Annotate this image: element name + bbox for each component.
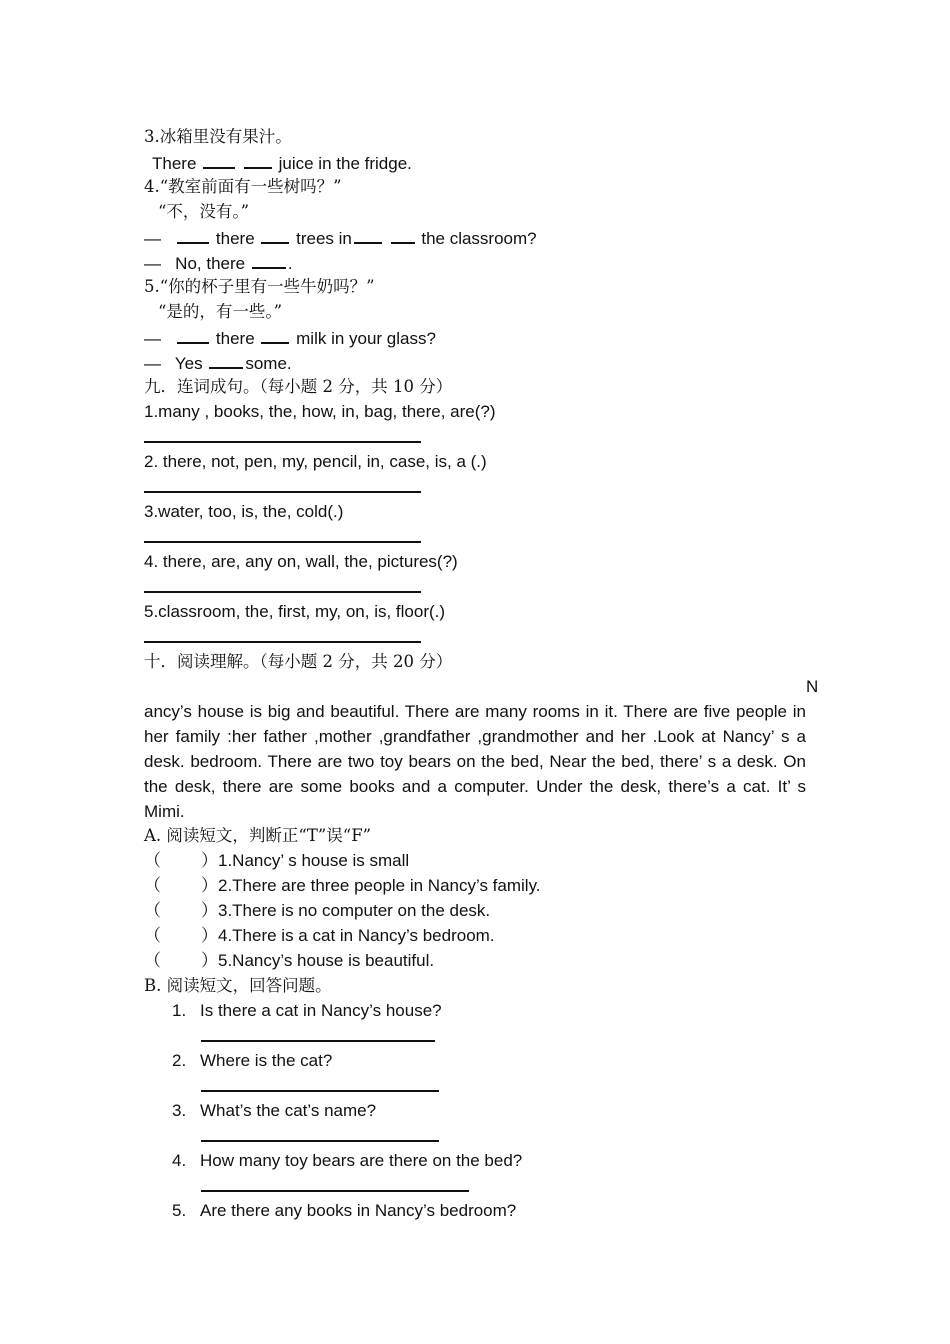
section9-title: 九．连词成句。（每小题 2 分，共 10 分） bbox=[144, 377, 453, 396]
q5-text-there: there bbox=[215, 329, 255, 348]
answer-line[interactable] bbox=[144, 591, 421, 593]
partB-question-4 bbox=[172, 1148, 522, 1173]
answer-line[interactable] bbox=[201, 1040, 435, 1042]
answer-paren-close: ） bbox=[201, 876, 218, 895]
question-number: 3. bbox=[172, 1101, 187, 1120]
answer-line[interactable] bbox=[144, 541, 421, 543]
question-text: Is there a cat in Nancy’s house? bbox=[200, 1001, 442, 1020]
section9-item-4: 4. there, are, any on, wall, the, pictures(?) bbox=[144, 552, 458, 571]
q5-chinese-reply: “是的，有一些。” bbox=[158, 302, 283, 321]
answer-paren-open: （ bbox=[144, 876, 161, 895]
partB-question-2 bbox=[172, 1048, 332, 1073]
q3-chinese: 3.冰箱里没有果汁。 bbox=[144, 127, 292, 146]
q4-chinese: 4.“教室前面有一些树吗？” bbox=[144, 177, 342, 196]
section9-item-2: 2. there, not, pen, my, pencil, in, case, is, a (.) bbox=[144, 452, 487, 471]
question-text: Are there any books in Nancy’s bedroom? bbox=[200, 1201, 517, 1220]
section10-title: 十．阅读理解。（每小题 2 分，共 20 分） bbox=[144, 652, 453, 671]
question-number: 5. bbox=[172, 1201, 187, 1220]
answer-blank[interactable] bbox=[244, 149, 272, 169]
answer-blank[interactable] bbox=[252, 249, 286, 269]
answer-paren-open: （ bbox=[144, 926, 161, 945]
partA-item-2 bbox=[144, 873, 541, 898]
q5-yes-end: some. bbox=[245, 354, 292, 373]
answer-line[interactable] bbox=[144, 441, 421, 443]
answer-line[interactable] bbox=[201, 1090, 439, 1092]
partB-title: B. 阅读短文，回答问题。 bbox=[144, 976, 332, 995]
statement-text: 4.There is a cat in Nancy’s bedroom. bbox=[218, 926, 495, 945]
answer-line[interactable] bbox=[144, 641, 421, 643]
q4-no-line bbox=[144, 249, 293, 276]
answer-line[interactable] bbox=[201, 1140, 439, 1142]
partB-question-5 bbox=[172, 1198, 516, 1223]
q4-no-text: No, there bbox=[175, 254, 246, 273]
answer-blank[interactable] bbox=[391, 224, 415, 244]
answer-blank[interactable] bbox=[209, 349, 243, 369]
answer-paren-close: ） bbox=[201, 951, 218, 970]
answer-line[interactable] bbox=[144, 491, 421, 493]
question-number: 4. bbox=[172, 1151, 187, 1170]
answer-paren-open: （ bbox=[144, 901, 161, 920]
answer-blank[interactable] bbox=[261, 324, 289, 344]
q4-text-end: the classroom? bbox=[421, 229, 537, 248]
q4-english bbox=[144, 224, 537, 251]
reading-passage: ancy’s house is big and beautiful. There are many rooms in it. There are five people in her family :her father ,mother ,grandfather ,grandmother and her .Look at Nancy’ s a desk. bedroom. There are two toy bears on the bed, Near the bed, there’ s a desk. On the desk, there are some books and a computer. Under the desk, there’s a cat. It’ s Mimi. bbox=[144, 702, 806, 821]
partA-item-5 bbox=[144, 948, 434, 973]
q5-text-end: milk in your glass? bbox=[296, 329, 436, 348]
q4-text-trees: trees in bbox=[296, 229, 352, 248]
statement-text: 2.There are three people in Nancy’s family. bbox=[218, 876, 541, 895]
answer-blank[interactable] bbox=[177, 324, 209, 344]
answer-blank[interactable] bbox=[354, 224, 382, 244]
question-text: What’s the cat’s name? bbox=[200, 1101, 377, 1120]
question-text: How many toy bears are there on the bed? bbox=[200, 1151, 523, 1170]
statement-text: 1.Nancy’ s house is small bbox=[218, 851, 410, 870]
dash-mark: — bbox=[144, 254, 161, 273]
answer-paren-open: （ bbox=[144, 851, 161, 870]
question-number: 2. bbox=[172, 1051, 187, 1070]
answer-blank[interactable] bbox=[261, 224, 289, 244]
partA-title: A. 阅读短文，判断正“T”误“F” bbox=[144, 826, 372, 845]
q5-yes-text: Yes bbox=[174, 354, 203, 373]
q4-text-there: there bbox=[215, 229, 255, 248]
answer-paren-close: ） bbox=[201, 926, 218, 945]
partB-question-3 bbox=[172, 1098, 376, 1123]
statement-text: 5.Nancy’s house is beautiful. bbox=[218, 951, 435, 970]
partB-question-1 bbox=[172, 998, 442, 1023]
section9-item-1: 1.many , books, the, how, in, bag, there, are(?) bbox=[144, 402, 496, 421]
partA-item-1 bbox=[144, 848, 409, 873]
question-number: 1. bbox=[172, 1001, 187, 1020]
answer-paren-close: ） bbox=[201, 851, 218, 870]
question-text: Where is the cat? bbox=[200, 1051, 333, 1070]
answer-line[interactable] bbox=[201, 1190, 469, 1192]
q3-text-end: juice in the fridge. bbox=[278, 154, 412, 173]
passage-first-letter: N bbox=[806, 677, 819, 696]
q3-english bbox=[152, 149, 412, 176]
answer-paren-open: （ bbox=[144, 951, 161, 970]
section9-item-3: 3.water, too, is, the, cold(.) bbox=[144, 502, 344, 521]
statement-text: 3.There is no computer on the desk. bbox=[218, 901, 491, 920]
section9-item-5: 5.classroom, the, first, my, on, is, floor(.) bbox=[144, 602, 446, 621]
answer-paren-close: ） bbox=[201, 901, 218, 920]
q5-yes-line bbox=[144, 349, 292, 376]
dash-mark: — bbox=[144, 329, 161, 348]
dash-mark: — bbox=[144, 229, 161, 248]
partA-item-4 bbox=[144, 923, 495, 948]
dash-mark: — bbox=[144, 354, 161, 373]
answer-blank[interactable] bbox=[177, 224, 209, 244]
partA-item-3 bbox=[144, 898, 490, 923]
answer-blank[interactable] bbox=[203, 149, 235, 169]
q3-text-start: There bbox=[152, 154, 197, 173]
q5-english bbox=[144, 324, 436, 351]
q4-chinese-reply: “不，没有。” bbox=[158, 202, 250, 221]
q5-chinese: 5.“你的杯子里有一些牛奶吗？” bbox=[144, 277, 375, 296]
q4-no-end: . bbox=[287, 254, 293, 273]
